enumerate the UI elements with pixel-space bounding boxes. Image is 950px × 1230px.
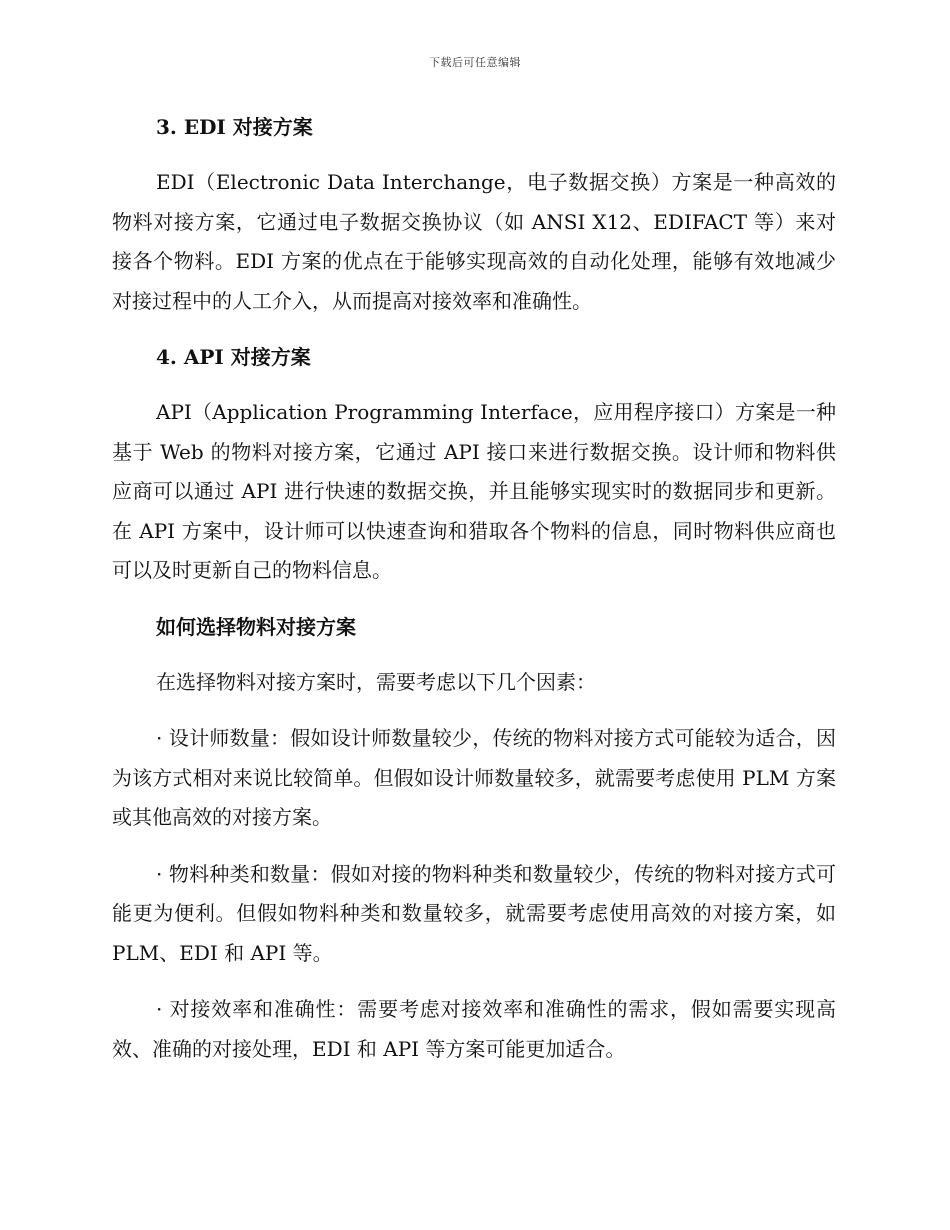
section-heading-how-to-choose: 如何选择物料对接方案	[156, 614, 356, 639]
paragraph-edi-description: EDI（Electronic Data Interchange，电子数据交换）方案是一种高效的物料对接方案，它通过电子数据交换协议（如 ANSI X12、EDIFACT 等）来对接各个物料。EDI 方案的优点在于能够实现高效的自动化处理，能够有效地减少对接过程中的人工介入，从而提高对接效率和准确性。	[112, 170, 836, 313]
bullet-material-types: · 物料种类和数量：假如对接的物料种类和数量较少，传统的物料对接方式可能更为便利。但假如物料种类和数量较多，就需要考虑使用高效的对接方案，如 PLM、EDI 和 API 等。	[112, 861, 836, 965]
document-body	[112, 108, 836, 1086]
page-header: 下载后可任意编辑	[429, 56, 521, 69]
bullet-designer-count: · 设计师数量：假如设计师数量较少，传统的物料对接方式可能较为适合，因为该方式相对来说比较简单。但假如设计师数量较多，就需要考虑使用 PLM 方案或其他高效的对接方案。	[112, 726, 836, 829]
paragraph-choose-intro: 在选择物料对接方案时，需要考虑以下几个因素：	[156, 669, 596, 694]
section-heading-api: 4. API 对接方案	[156, 345, 311, 369]
section-heading-edi: 3. EDI 对接方案	[156, 115, 313, 139]
bullet-efficiency-accuracy: · 对接效率和准确性：需要考虑对接效率和准确性的需求，假如需要实现高效、准确的对接处理，EDI 和 API 等方案可能更加适合。	[112, 997, 836, 1061]
paragraph-api-description: API（Application Programming Interface，应用程序接口）方案是一种基于 Web 的物料对接方案，它通过 API 接口来进行数据交换。设计师和物料供应商可以通过 API 进行快速的数据交换，并且能够实现实时的数据同步和更新。在 API 方案中，设计师可以快速查询和猎取各个物料的信息，同时物料供应商也可以及时更新自己的物料信息。	[112, 400, 836, 582]
